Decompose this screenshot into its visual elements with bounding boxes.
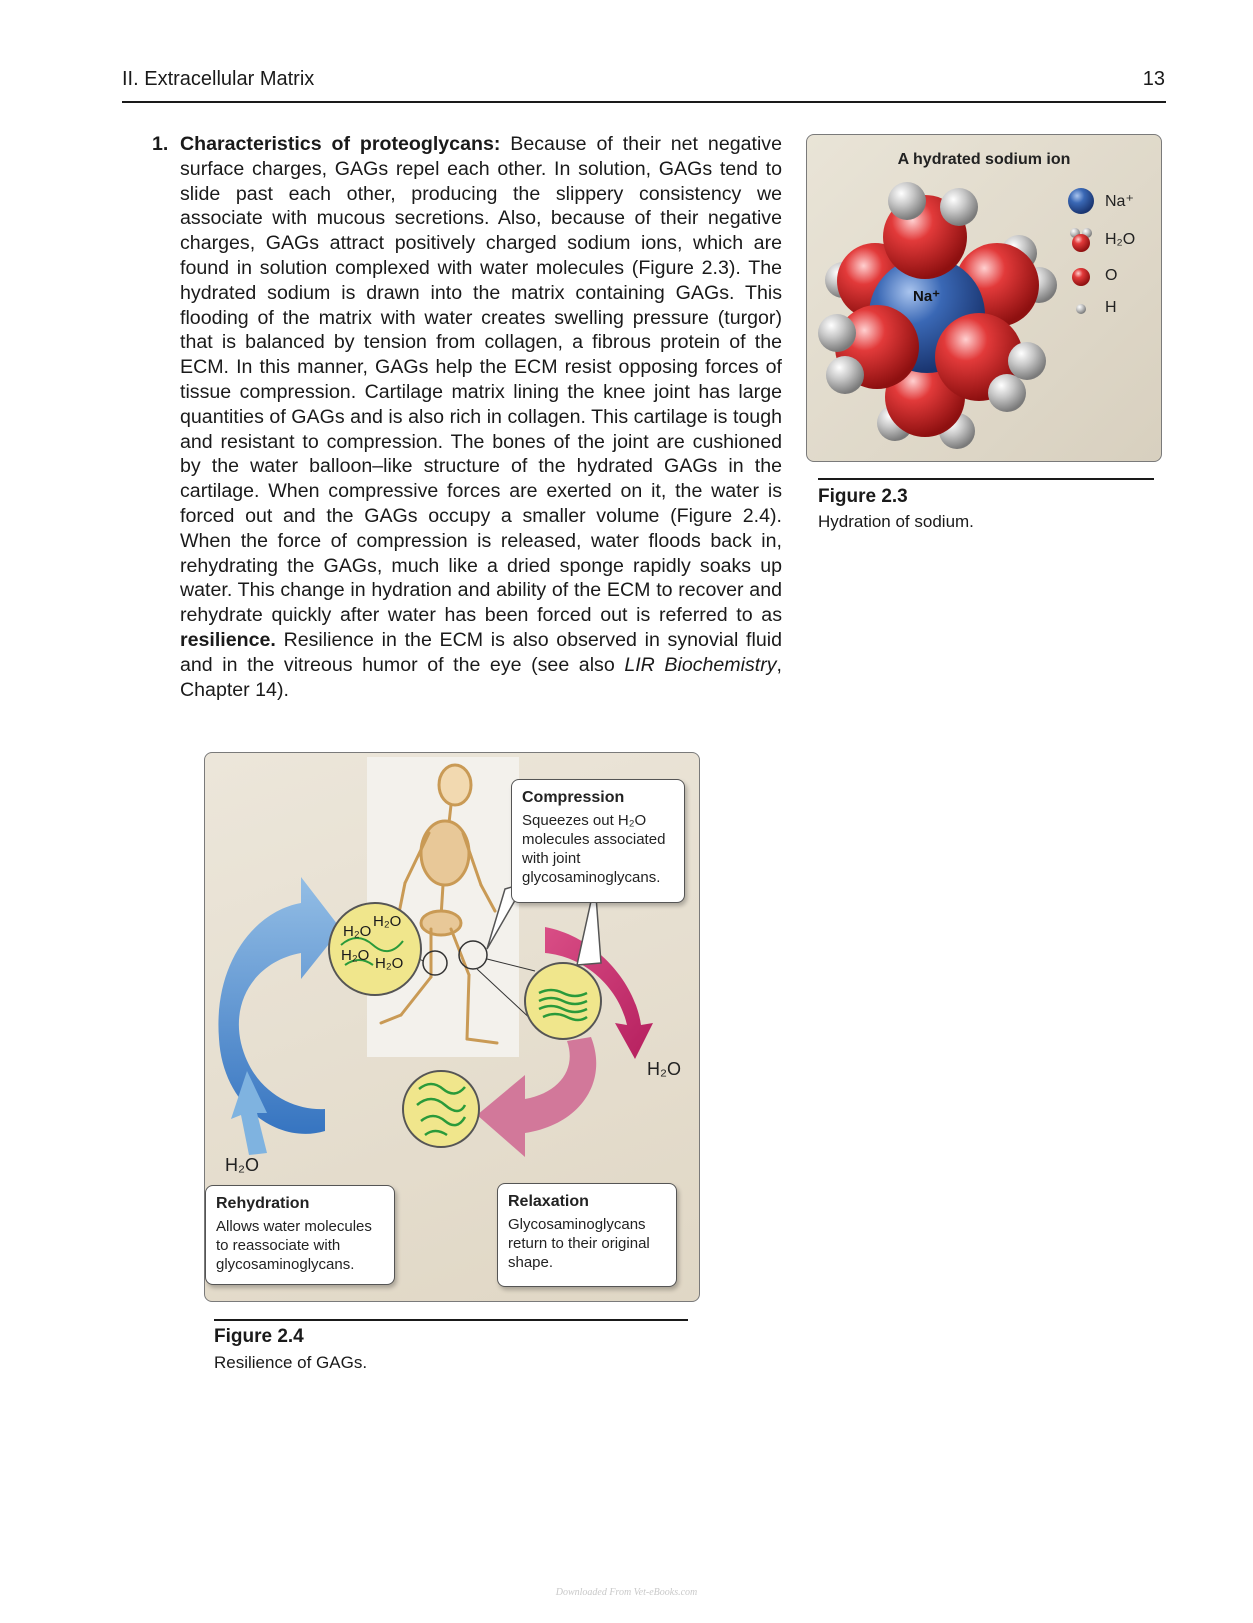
paragraph-text-3: , Chapter 14). bbox=[180, 653, 782, 701]
list-number: 1. bbox=[152, 133, 169, 155]
hydrogen-atom bbox=[818, 314, 856, 352]
italic-reference: LIR Biochemistry bbox=[624, 653, 777, 676]
figure-2-3-title: A hydrated sodium ion bbox=[897, 151, 1071, 168]
body-paragraph bbox=[152, 132, 782, 702]
paragraph-text-2: Resilience in the ECM is also observed in synovial fluid and in the vitreous humor of the eye (see also bbox=[180, 628, 782, 676]
legend-h: H bbox=[1105, 299, 1117, 316]
relaxation-title: Relaxation bbox=[508, 1193, 589, 1210]
header-rule bbox=[122, 101, 1166, 103]
circle-h2o-label: H₂O bbox=[343, 923, 372, 940]
circle-h2o-label: H₂O bbox=[375, 955, 404, 972]
compression-title: Compression bbox=[522, 789, 625, 806]
rehydration-callout bbox=[205, 1185, 395, 1285]
bold-term: resilience. bbox=[180, 628, 276, 651]
legend-oxygen-sphere bbox=[1072, 268, 1090, 286]
rehydration-arrow bbox=[218, 877, 341, 1134]
paragraph-heading: Characteristics of proteoglycans: bbox=[180, 133, 501, 155]
figure-2-3-label: Figure 2.3 bbox=[818, 486, 908, 507]
hydrogen-atom bbox=[826, 356, 864, 394]
legend-hydrogen-sphere bbox=[1076, 304, 1086, 314]
rehydration-text: Allows water molecules to reassociate with glycosaminoglycans. bbox=[216, 1218, 372, 1273]
page-number: 13 bbox=[1142, 68, 1165, 90]
legend-sodium-sphere bbox=[1068, 188, 1094, 214]
legend-h2o: H₂O bbox=[1105, 231, 1136, 248]
circle-h2o-label: H₂O bbox=[341, 947, 370, 964]
figure-2-3-rule bbox=[818, 478, 1154, 480]
watermark: Downloaded From Vet-eBooks.com bbox=[555, 1587, 698, 1598]
circle-h2o-label: H₂O bbox=[373, 913, 402, 930]
water-in-label: H₂O bbox=[225, 1155, 259, 1175]
rehydration-title: Rehydration bbox=[216, 1195, 310, 1212]
legend-na: Na⁺ bbox=[1105, 193, 1134, 210]
paragraph-text-1: Because of their net negative surface charges, GAGs repel each other. In solution, GAGs tend to slide past each other, producing the slippery consistency we associate with mucous secretions. Also, because of their negative charges, GAGs attract positively charged sodium ions, which are found in solution complexed with water molecules (Figure 2.3). The hydrated sodium is drawn into the matrix containing GAGs. This flooding of the matrix with water creates swelling pressure (turgor) that is balanced by tension from collagen, a fibrous protein of the ECM. In this manner, GAGs help the ECM resist opposing forces of tissue compression. Cartilage matrix lining the knee joint has large quantities of GAGs and is also rich in collagen. This cartilage is tough and resistant to compression. The bones of the joint are cushioned by the water balloon–like structure of the hydrated GAGs in the cartilage. When compressive forces are exerted on it, the water is forced out and the GAGs occupy a smaller volume (Figure 2.4). When the force of compression is released, water floods back in, rehydrating the GAGs, much like a dried sponge rapidly soaks up water. This change in hydration and ability of the ECM to recover and rehydrate quickly after water has been forced out is referred to as bbox=[180, 133, 782, 627]
legend-o: O bbox=[1105, 267, 1118, 284]
relaxed-gag-circle bbox=[403, 1071, 479, 1147]
hydrogen-atom bbox=[940, 188, 978, 226]
figure-2-4-panel bbox=[204, 752, 700, 1302]
figure-2-3-panel bbox=[806, 134, 1162, 462]
legend-h2o-oxygen bbox=[1072, 234, 1090, 252]
relaxation-text: Glycosaminoglycans return to their original shape. bbox=[508, 1216, 650, 1271]
hydrogen-atom bbox=[988, 374, 1026, 412]
figure-2-3-caption: Hydration of sodium. bbox=[818, 512, 974, 531]
figure-2-4-label: Figure 2.4 bbox=[214, 1326, 304, 1347]
relaxation-callout bbox=[497, 1183, 677, 1287]
water-out-label: H₂O bbox=[647, 1059, 681, 1079]
compression-text: Squeezes out H₂O molecules associated with joint glycosaminoglycans. bbox=[522, 812, 666, 886]
hydrogen-atom bbox=[888, 182, 926, 220]
figure-2-4-caption: Resilience of GAGs. bbox=[214, 1353, 368, 1372]
compression-callout bbox=[511, 779, 685, 903]
hydrogen-atom bbox=[1008, 342, 1046, 380]
running-head: II. Extracellular Matrix bbox=[122, 68, 315, 90]
sodium-center-label: Na⁺ bbox=[913, 288, 941, 305]
figure-2-4-rule bbox=[214, 1319, 688, 1321]
